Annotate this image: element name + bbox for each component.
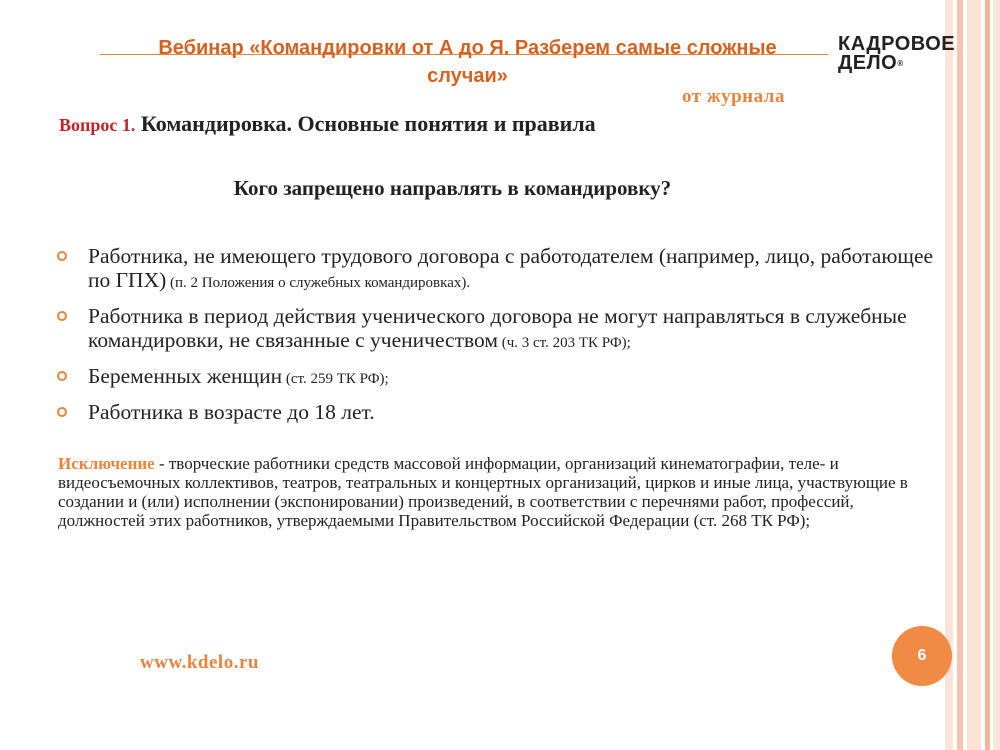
bullet-item <box>57 400 937 427</box>
question-text: Командировка. Основные понятия и правила <box>140 111 596 136</box>
registered-mark: ® <box>897 59 904 68</box>
exception-paragraph <box>58 454 928 530</box>
bullet-main-text: Работника в период действия ученического договора не могут направляться в служебные командировки, не связанные с ученичеством <box>88 304 907 352</box>
question-heading <box>59 111 596 137</box>
exception-text: - творческие работники средств массовой информации, организаций кинематографии, теле- и видеосъемочных коллективов, театров, театральных и концертных организаций, цирков и иные лица, участвующие в создании и (или) исполнении (экспонировании) произведений, в соответствии с перечнями работ, профессий, должностей этих работников, утверждаемыми Правительством Российской Федерации (ст. 268 ТК РФ); <box>58 454 908 530</box>
bullet-reference: (п. 2 Положения о служебных командировках). <box>166 275 471 291</box>
kadrovoe-delo-logo <box>838 35 955 73</box>
webinar-title <box>100 34 835 90</box>
bullet-reference: (ч. 3 ст. 203 ТК РФ); <box>497 335 631 351</box>
title-line-1: Вебинар «Командировки от А до Я. Разберем самые сложные <box>158 37 777 59</box>
question-number: Вопрос 1. <box>59 115 136 135</box>
journal-subtitle: от журнала <box>682 86 785 107</box>
bullet-main-text: Беременных женщин <box>88 364 283 388</box>
page-number-badge: 6 <box>892 626 952 686</box>
bullet-item <box>57 244 937 295</box>
bullet-circle-icon <box>57 371 67 381</box>
bullet-main-text: Работника в возрасте до 18 лет. <box>88 400 375 424</box>
logo-line-1: КАДРОВОЕ <box>838 33 956 55</box>
bullet-circle-icon <box>57 251 67 261</box>
exception-keyword: Исключение <box>58 454 155 473</box>
decorative-side-stripes <box>945 0 1000 750</box>
logo-line-2: ДЕЛО <box>838 52 898 74</box>
bullet-reference: (ст. 259 ТК РФ); <box>282 371 389 387</box>
website-link[interactable]: www.kdelo.ru <box>140 652 259 673</box>
bullet-main-text: Работника, не имеющего трудового договора с работодателем (например, лицо, работающее по ГПХ) <box>88 244 934 292</box>
bullet-list <box>57 244 937 436</box>
title-line-2: случаи» <box>427 65 508 87</box>
bullet-circle-icon <box>57 407 67 417</box>
slide-heading: Кого запрещено направлять в командировку? <box>233 176 672 200</box>
bullet-item <box>57 364 937 391</box>
bullet-circle-icon <box>57 311 67 321</box>
bullet-item <box>57 304 937 355</box>
